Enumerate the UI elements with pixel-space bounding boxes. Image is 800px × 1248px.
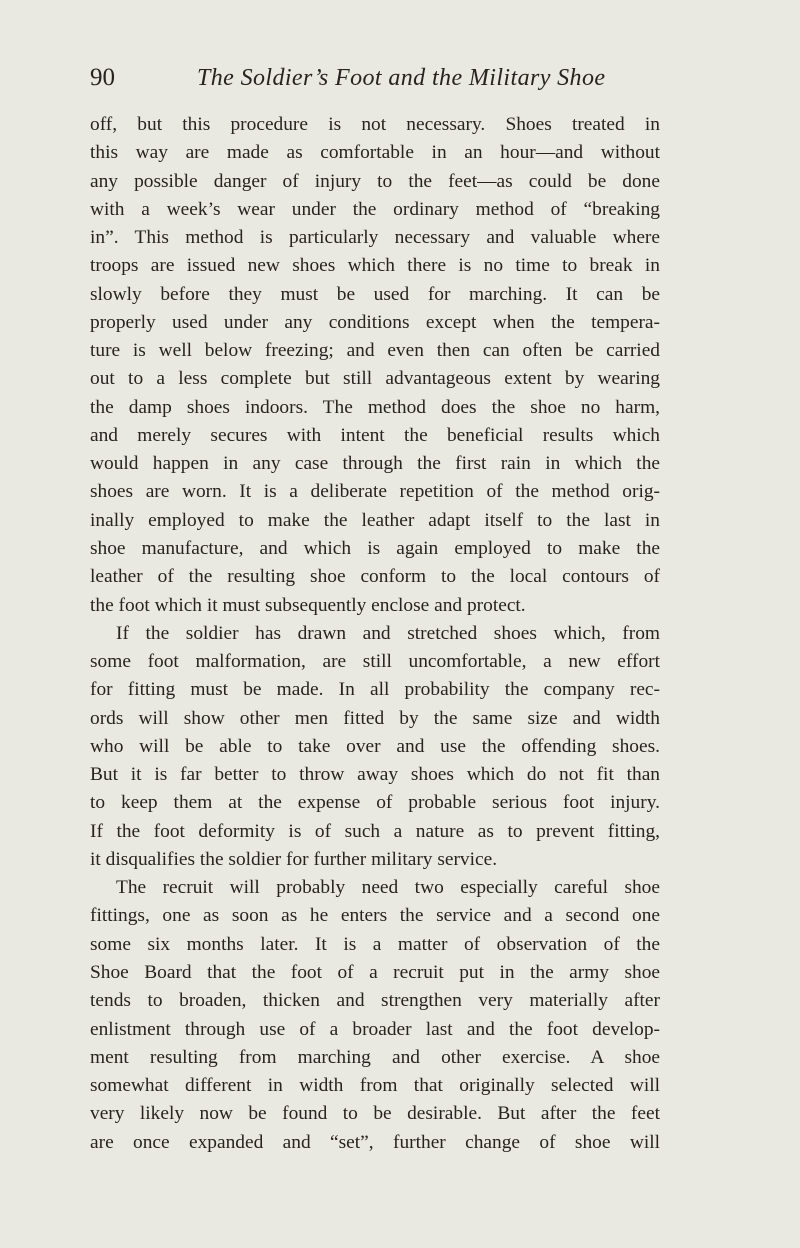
text-line: inally employed to make the leather adapt itself to the last in [90,509,660,531]
text-line: ture is well below freezing; and even then can often be carried [90,340,660,362]
text-line: leather of the resulting shoe conform to the local contours of [90,566,660,588]
text-line: shoe manufacture, and which is again employed to make the [90,537,660,559]
text-line: If the soldier has drawn and stretched shoes which, from [116,622,660,644]
text-line: very likely now be found to be desirable. But after the feet [90,1103,660,1125]
text-line: who will be able to take over and use the offending shoes. [90,735,660,757]
text-line: If the foot deformity is of such a nature as to prevent fitting, [90,820,660,842]
text-line: The recruit will probably need two especially careful shoe [116,877,660,899]
text-line: some foot malformation, are still uncomfortable, a new effort [90,651,660,673]
text-line: for fitting must be made. In all probability the company rec- [90,679,660,701]
text-line: fittings, one as soon as he enters the service and a second one [90,905,660,927]
text-line: the damp shoes indoors. The method does the shoe no harm, [90,396,660,418]
text-line: properly used under any conditions except when the tempera- [90,311,660,333]
text-line: the foot which it must subsequently enclose and protect. [90,594,526,616]
page-number: 90 [90,64,115,91]
text-line: and merely secures with intent the beneficial results which [90,424,660,446]
text-line: off, but this procedure is not necessary. Shoes treated in [90,114,660,135]
text-line: shoes are worn. It is a deliberate repetition of the method orig- [90,481,660,503]
body-text [90,111,660,1157]
text-line: tends to broaden, thicken and strengthen very materially after [90,990,660,1012]
text-line: troops are issued new shoes which there is no time to break in [90,255,660,277]
text-line: are once expanded and “set”, further change of shoe will [90,1131,660,1153]
running-header [90,60,660,96]
running-title: The Soldier’s Foot and the Military Shoe [197,65,606,91]
text-line: slowly before they must be used for marching. It can be [90,283,660,305]
text-line: somewhat different in width from that originally selected will [90,1075,660,1097]
text-line: some six months later. It is a matter of observation of the [90,933,660,955]
text-line: this way are made as comfortable in an hour—and without [90,142,660,164]
text-line: ords will show other men fitted by the same size and width [90,707,660,729]
text-line: out to a less complete but still advantageous extent by wearing [90,368,660,390]
text-line: ment resulting from marching and other exercise. A shoe [90,1046,660,1068]
text-line: any possible danger of injury to the feet—as could be done [90,170,660,192]
text-line: would happen in any case through the first rain in which the [90,453,660,475]
text-line: with a week’s wear under the ordinary method of “breaking [90,198,660,220]
text-line: But it is far better to throw away shoes which do not fit than [90,764,660,786]
text-line: Shoe Board that the foot of a recruit put in the army shoe [90,961,660,983]
text-line: in”. This method is particularly necessary and valuable where [90,227,660,249]
text-line: enlistment through use of a broader last and the foot develop- [90,1018,660,1040]
text-line: it disqualifies the soldier for further military service. [90,848,498,870]
text-line: to keep them at the expense of probable serious foot injury. [90,792,660,814]
